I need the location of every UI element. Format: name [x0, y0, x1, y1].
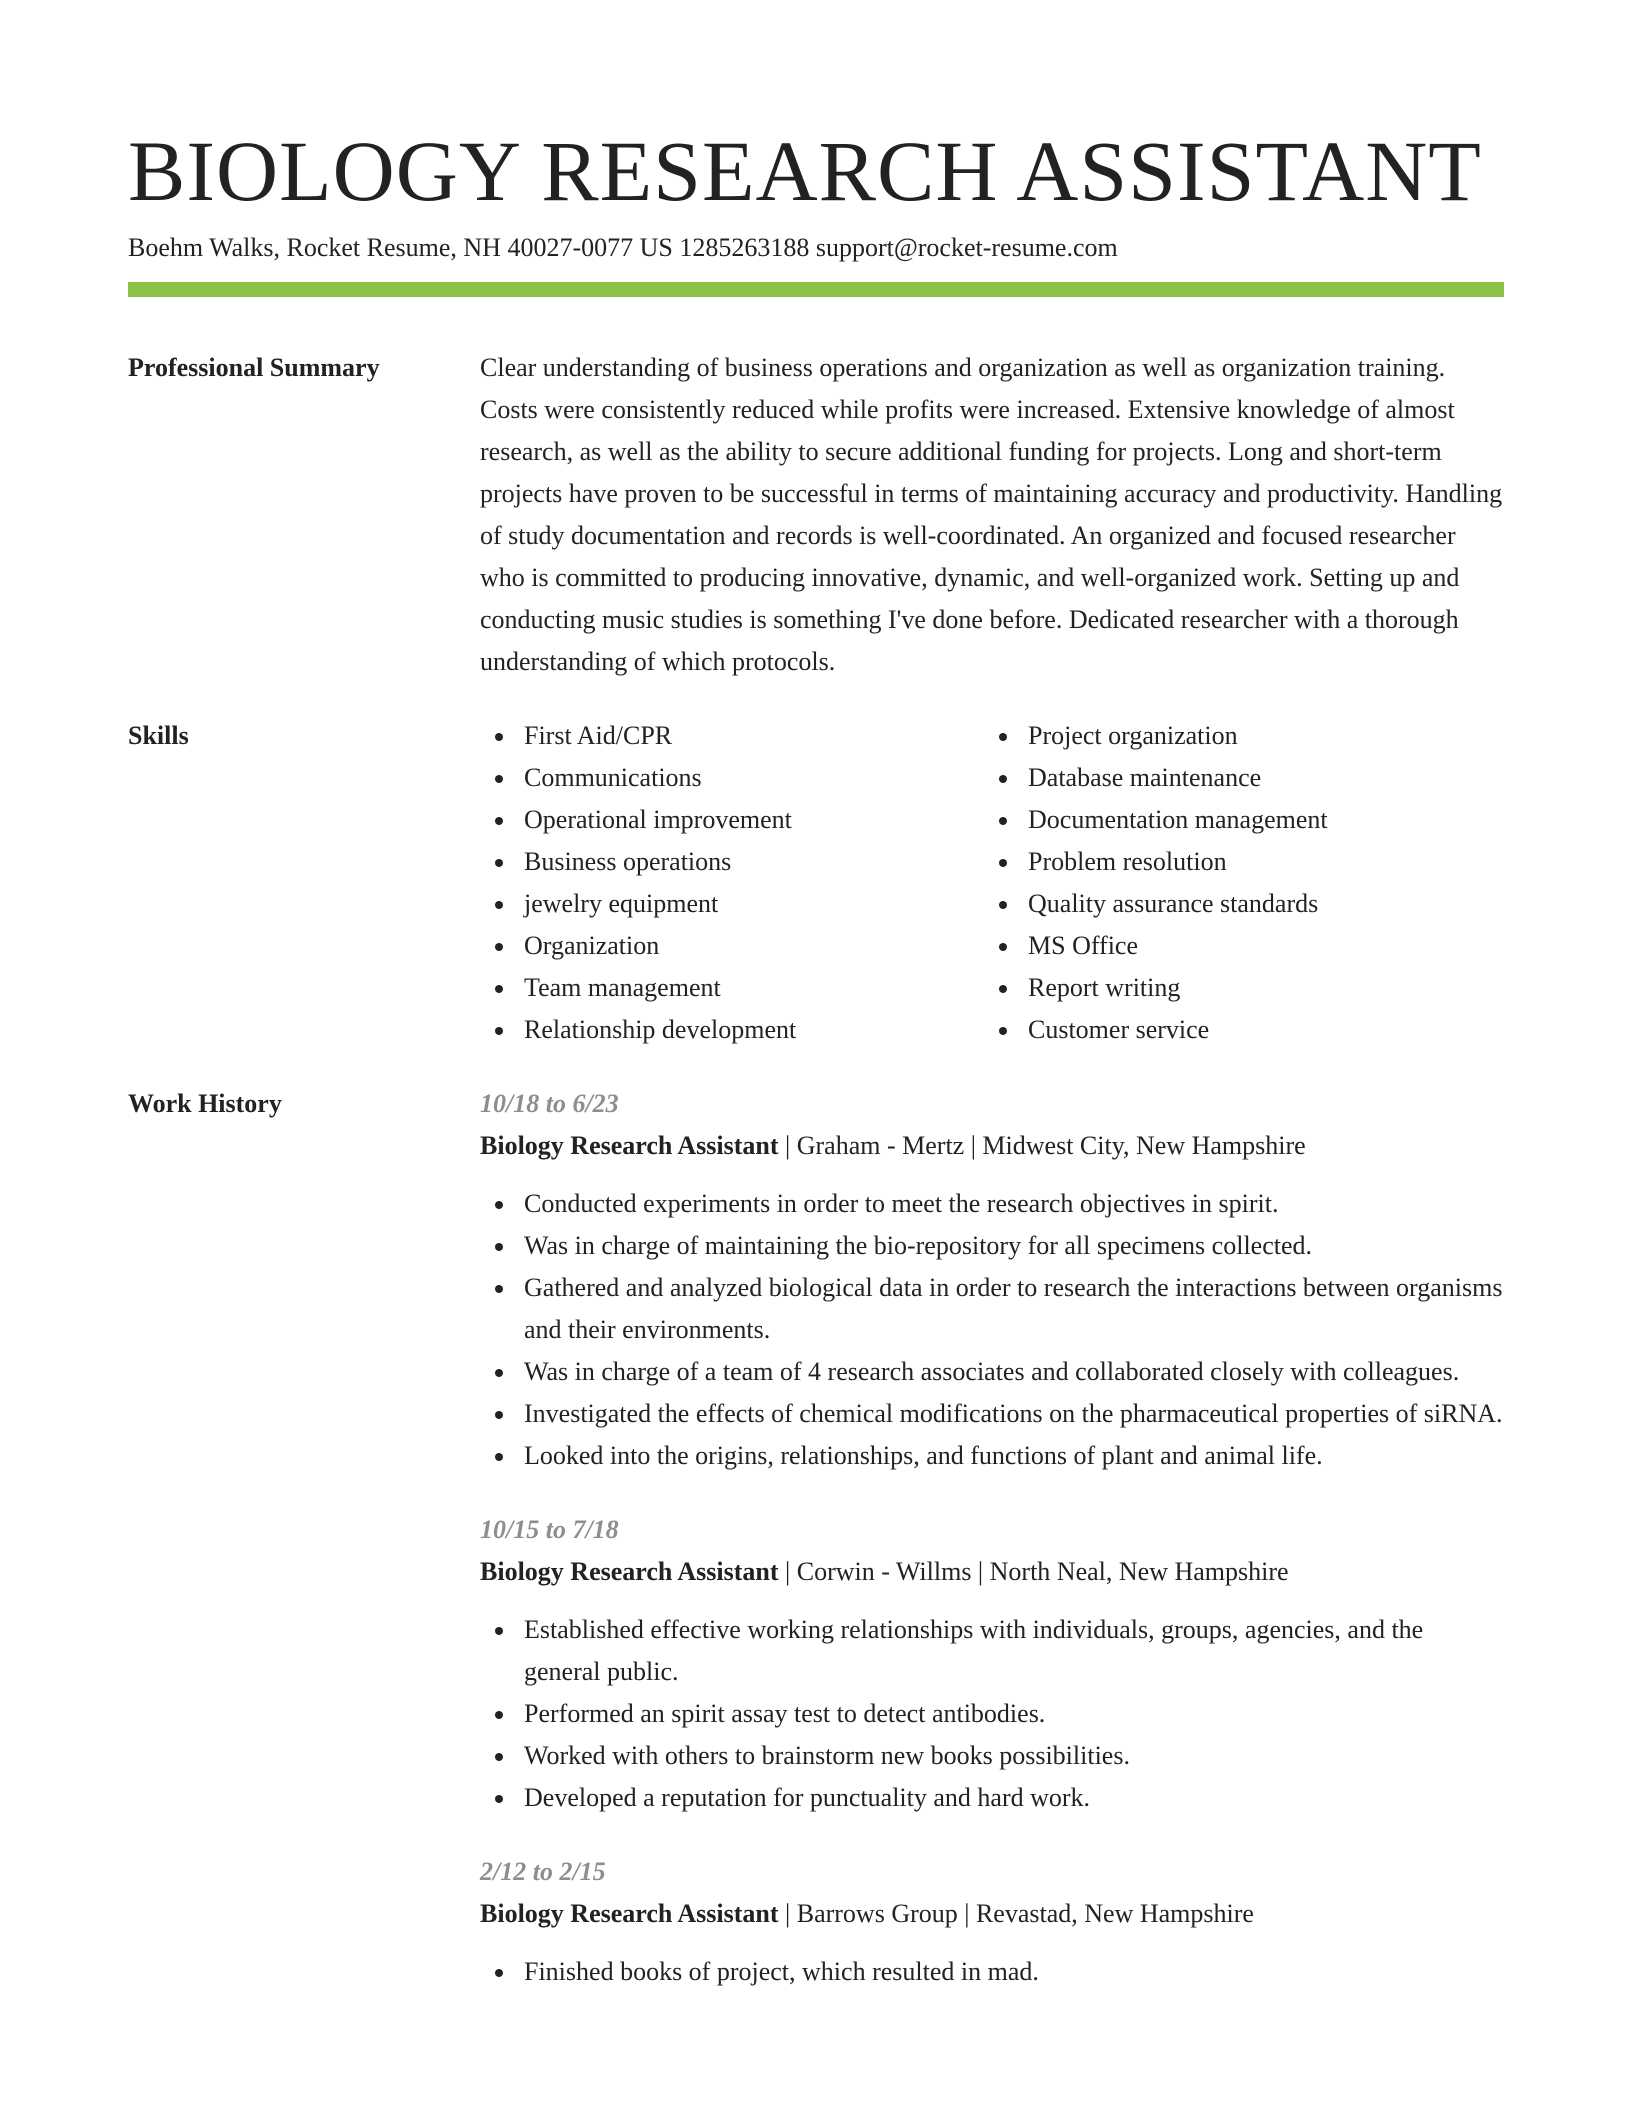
- work-history-heading: Work History: [128, 1089, 282, 1118]
- skill-item: First Aid/CPR: [480, 715, 984, 757]
- job-bullet: Performed an spirit assay test to detect antibodies.: [480, 1693, 1504, 1735]
- job-bullet: Was in charge of a team of 4 research associates and collaborated closely with colleagues.: [480, 1351, 1504, 1393]
- skill-item: Problem resolution: [984, 841, 1488, 883]
- skill-item: jewelry equipment: [480, 883, 984, 925]
- job-bullet: Established effective working relationships with individuals, groups, agencies, and the general public.: [480, 1609, 1504, 1693]
- job-bullet: Was in charge of maintaining the bio-repository for all specimens collected.: [480, 1225, 1504, 1267]
- skill-item: Organization: [480, 925, 984, 967]
- job-entry: [480, 1851, 1504, 1993]
- contact-line: Boehm Walks, Rocket Resume, NH 40027-0077 US 1285263188 support@rocket-resume.com: [128, 233, 1118, 262]
- skill-item: Business operations: [480, 841, 984, 883]
- work-history-list: [480, 1083, 1504, 2025]
- skills-column-right: [984, 715, 1488, 1051]
- job-bullet: Worked with others to brainstorm new books possibilities.: [480, 1735, 1504, 1777]
- skills-section: [128, 715, 1504, 1051]
- skill-item: Operational improvement: [480, 799, 984, 841]
- job-title: Biology Research Assistant: [480, 1131, 779, 1160]
- job-bullet: Finished books of project, which resulted in mad.: [480, 1951, 1504, 1993]
- skill-item: Documentation management: [984, 799, 1488, 841]
- job-header: [480, 1125, 1504, 1167]
- skill-item: Database maintenance: [984, 757, 1488, 799]
- job-date: 2/12 to 2/15: [480, 1857, 606, 1886]
- header-divider: [128, 282, 1504, 297]
- job-date: 10/15 to 7/18: [480, 1515, 619, 1544]
- skills-columns: [480, 715, 1504, 1051]
- job-title: Biology Research Assistant: [480, 1899, 779, 1928]
- job-bullets: [480, 1609, 1504, 1819]
- job-bullet: Developed a reputation for punctuality and hard work.: [480, 1777, 1504, 1819]
- job-title: Biology Research Assistant: [480, 1557, 779, 1586]
- job-bullets: [480, 1951, 1504, 1993]
- skill-item: Quality assurance standards: [984, 883, 1488, 925]
- job-date: 10/18 to 6/23: [480, 1089, 619, 1118]
- resume-page: [128, 0, 1504, 2025]
- job-bullet: Gathered and analyzed biological data in order to research the interactions between organisms and their environments.: [480, 1267, 1504, 1351]
- skill-item: Team management: [480, 967, 984, 1009]
- job-bullet: Investigated the effects of chemical modifications on the pharmaceutical properties of siRNA.: [480, 1393, 1504, 1435]
- summary-section: [128, 347, 1504, 683]
- job-company-location: | Barrows Group | Revastad, New Hampshire: [778, 1899, 1254, 1928]
- summary-heading: Professional Summary: [128, 353, 380, 382]
- job-header: [480, 1893, 1504, 1935]
- summary-text: Clear understanding of business operations and organization as well as organization training. Costs were consistently reduced while profits were increased. Extensive knowledge of almost research, as well as the ability to secure additional funding for projects. Long and short-term projects have proven to be successful in terms of maintaining accuracy and productivity. Handling of study documentation and records is well-coordinated. An organized and focused researcher who is committed to producing innovative, dynamic, and well-organized work. Setting up and conducting music studies is something I've done before. Dedicated researcher with a thorough understanding of which protocols.: [480, 353, 1503, 676]
- work-history-section: [128, 1083, 1504, 2025]
- job-company-location: | Corwin - Willms | North Neal, New Hampshire: [778, 1557, 1289, 1586]
- resume-name: BIOLOGY RESEARCH ASSISTANT: [128, 123, 1482, 219]
- skill-item: Project organization: [984, 715, 1488, 757]
- job-bullet: Conducted experiments in order to meet the research objectives in spirit.: [480, 1183, 1504, 1225]
- job-bullets: [480, 1183, 1504, 1477]
- skills-heading: Skills: [128, 721, 189, 750]
- skill-item: Report writing: [984, 967, 1488, 1009]
- skills-column-left: [480, 715, 984, 1051]
- job-company-location: | Graham - Mertz | Midwest City, New Hampshire: [778, 1131, 1306, 1160]
- skill-item: Communications: [480, 757, 984, 799]
- skill-item: Relationship development: [480, 1009, 984, 1051]
- job-bullet: Looked into the origins, relationships, and functions of plant and animal life.: [480, 1435, 1504, 1477]
- job-header: [480, 1551, 1504, 1593]
- job-entry: [480, 1509, 1504, 1819]
- job-entry: [480, 1083, 1504, 1477]
- skill-item: MS Office: [984, 925, 1488, 967]
- skill-item: Customer service: [984, 1009, 1488, 1051]
